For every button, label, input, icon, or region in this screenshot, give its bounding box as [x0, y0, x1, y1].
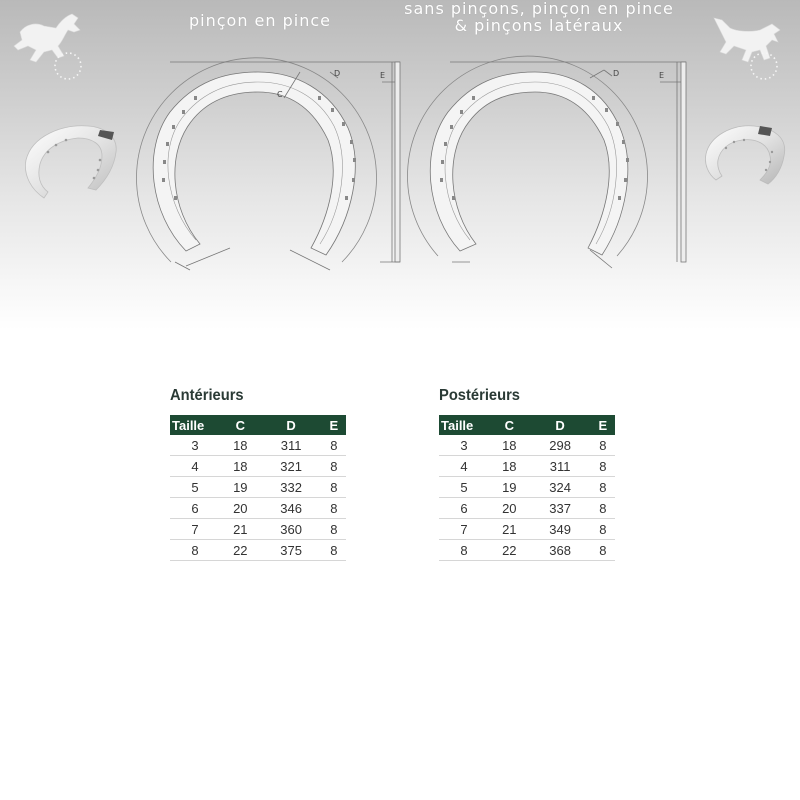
cell: 8 — [591, 456, 615, 477]
cell: 8 — [322, 519, 346, 540]
label-e-left: E — [380, 71, 386, 80]
shoe-drawing-front — [137, 58, 401, 270]
cell: 332 — [261, 477, 322, 498]
cell: 321 — [261, 456, 322, 477]
cell: 8 — [591, 540, 615, 561]
cell: 4 — [170, 456, 220, 477]
cell: 6 — [439, 498, 489, 519]
caption-right-line2: & pinçons latéraux — [454, 16, 624, 35]
table-row — [170, 540, 346, 561]
cell: 8 — [170, 540, 220, 561]
cell: 346 — [261, 498, 322, 519]
cell: 3 — [170, 435, 220, 456]
cell: 22 — [220, 540, 261, 561]
header-taille: Taille — [172, 417, 205, 433]
table-row — [170, 435, 346, 456]
cell: 4 — [439, 456, 489, 477]
cell: 22 — [489, 540, 530, 561]
cell: 311 — [530, 456, 591, 477]
cell: 375 — [261, 540, 322, 561]
table-row — [439, 435, 615, 456]
cell: 324 — [530, 477, 591, 498]
label-d-left: D — [334, 69, 341, 78]
cell: 7 — [170, 519, 220, 540]
table-row — [439, 519, 615, 540]
cell: 8 — [322, 456, 346, 477]
cell: 5 — [170, 477, 220, 498]
header-c: C — [504, 417, 515, 433]
table-anterieurs — [170, 386, 346, 561]
cell: 19 — [220, 477, 261, 498]
table-title: Antérieurs — [170, 387, 244, 404]
cell: 8 — [591, 519, 615, 540]
table-row — [439, 456, 615, 477]
cell: 8 — [322, 498, 346, 519]
cell: 3 — [439, 435, 489, 456]
cell: 21 — [220, 519, 261, 540]
cell: 5 — [439, 477, 489, 498]
label-e-right: E — [659, 71, 665, 80]
cell: 20 — [489, 498, 530, 519]
cell: 7 — [439, 519, 489, 540]
cell: 8 — [591, 477, 615, 498]
cell: 20 — [220, 498, 261, 519]
table-row — [170, 519, 346, 540]
cell: 337 — [530, 498, 591, 519]
cell: 21 — [489, 519, 530, 540]
header-e: E — [598, 417, 608, 433]
cell: 18 — [220, 435, 261, 456]
cell: 19 — [489, 477, 530, 498]
cell: 18 — [489, 435, 530, 456]
label-c-left: C — [277, 90, 283, 99]
table-row — [170, 477, 346, 498]
table-row — [439, 540, 615, 561]
header-e: E — [329, 417, 339, 433]
table-row — [170, 456, 346, 477]
size-table — [439, 415, 615, 561]
cell: 18 — [489, 456, 530, 477]
table-row — [170, 498, 346, 519]
table-posterieurs — [439, 386, 615, 561]
cell: 360 — [261, 519, 322, 540]
table-header-row — [170, 415, 346, 435]
table-row — [439, 477, 615, 498]
cell: 8 — [591, 435, 615, 456]
table-row — [439, 498, 615, 519]
caption-left-text: pinçon en pince — [188, 11, 331, 30]
cell: 368 — [530, 540, 591, 561]
cell: 8 — [591, 498, 615, 519]
caption-right-line1: sans pinçons, pinçon en pince — [404, 0, 674, 18]
cell: 18 — [220, 456, 261, 477]
shoe-drawing-hind — [408, 56, 686, 268]
header-d: D — [286, 417, 296, 433]
cell: 349 — [530, 519, 591, 540]
header-c: C — [235, 417, 246, 433]
table-header-row — [439, 415, 615, 435]
table-title: Postérieurs — [439, 387, 521, 404]
cell: 8 — [322, 435, 346, 456]
cell: 6 — [170, 498, 220, 519]
cell: 8 — [322, 477, 346, 498]
cell: 311 — [261, 435, 322, 456]
cell: 8 — [439, 540, 489, 561]
header-d: D — [555, 417, 565, 433]
technical-drawings — [0, 0, 800, 300]
size-table — [170, 415, 346, 561]
label-d-right: D — [613, 69, 620, 78]
cell: 298 — [530, 435, 591, 456]
cell: 8 — [322, 540, 346, 561]
header-taille: Taille — [441, 417, 474, 433]
